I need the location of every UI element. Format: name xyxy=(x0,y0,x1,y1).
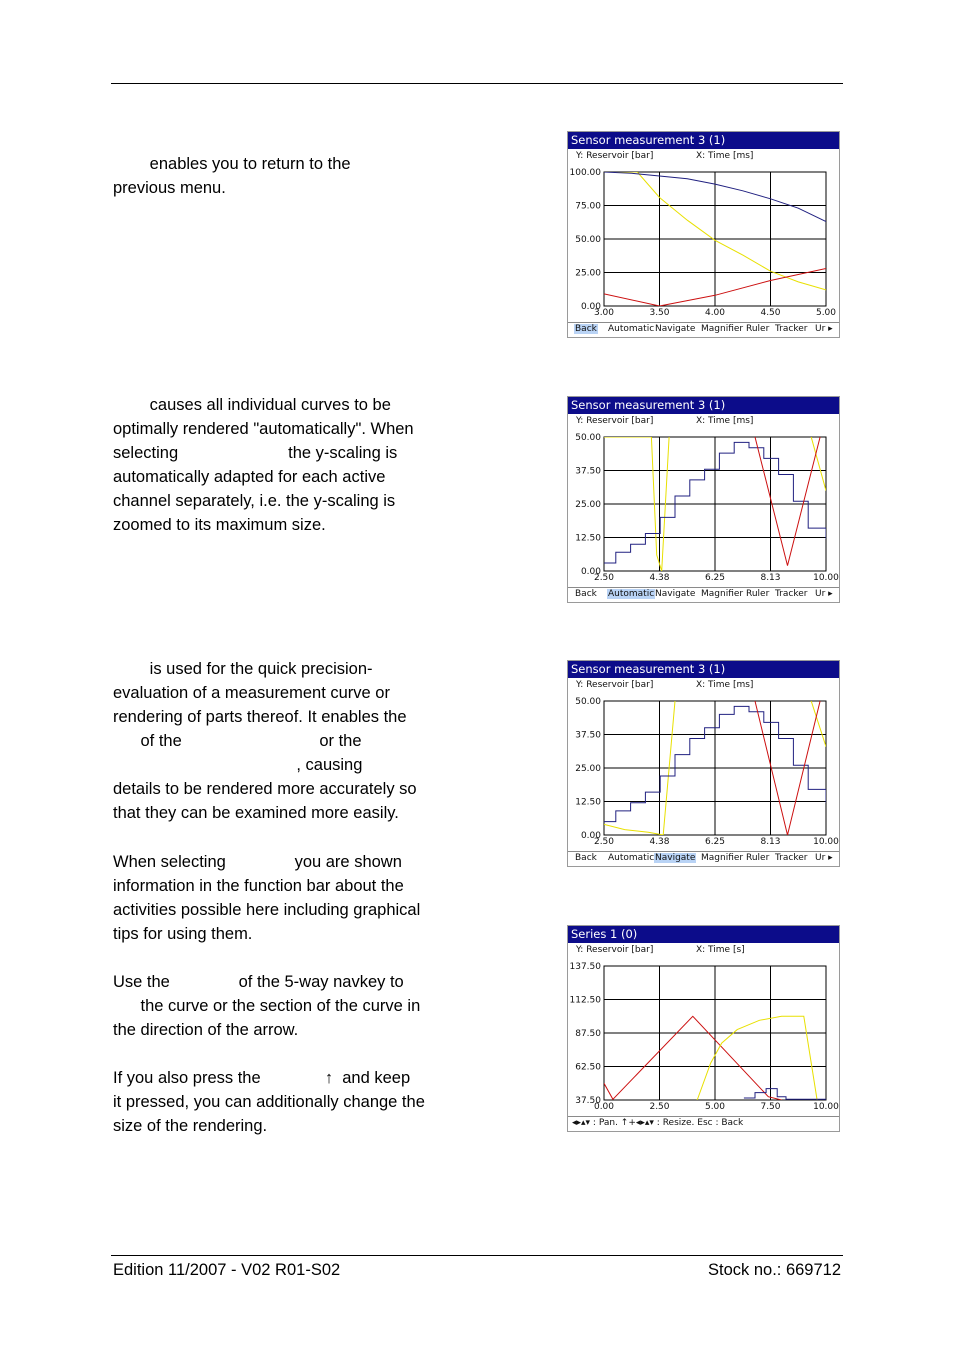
panel-title: Sensor measurement 3 (1) xyxy=(568,132,839,149)
x-tick-label: 7.50 xyxy=(760,1102,781,1112)
function-bar xyxy=(568,322,839,337)
function-bar xyxy=(568,851,839,866)
function-magnifier-button[interactable]: Magnifier xyxy=(701,324,744,334)
panel-title: Series 1 (0) xyxy=(568,926,839,943)
function-ruler-button[interactable]: Ruler xyxy=(746,853,770,863)
y-tick-label: 25.00 xyxy=(575,268,601,279)
x-tick-labels xyxy=(568,575,839,587)
function-bar xyxy=(568,587,839,602)
function-back-button[interactable]: Back xyxy=(575,324,597,334)
footer-stock-number: Stock no.: 669712 xyxy=(707,1261,841,1279)
x-tick-label: 2.50 xyxy=(593,837,615,847)
function-ruler-button[interactable]: Ruler xyxy=(746,324,770,334)
x-tick-label: 6.25 xyxy=(704,573,726,583)
y-tick-label: 75.00 xyxy=(575,201,601,212)
function-bar xyxy=(568,1116,839,1131)
x-tick-labels xyxy=(568,839,839,851)
chart-svg xyxy=(568,959,839,1104)
function-ur-button[interactable]: Ur ▸ xyxy=(815,853,833,863)
x-tick-label: 4.38 xyxy=(649,573,670,583)
function-tracker-button[interactable]: Tracker xyxy=(775,853,808,863)
plot-area xyxy=(568,694,839,839)
y-tick-label: 37.50 xyxy=(575,730,601,741)
chart-svg xyxy=(568,694,839,839)
function-ruler-button[interactable]: Ruler xyxy=(746,589,770,599)
y-tick-label: 50.00 xyxy=(575,433,601,443)
panel-title: Sensor measurement 3 (1) xyxy=(568,397,839,414)
x-tick-label: 0.00 xyxy=(593,1102,615,1112)
x-tick-label: 8.13 xyxy=(760,837,781,847)
y-tick-label: 0.00 xyxy=(580,831,601,839)
y-axis-label: Y: Reservoir [bar] xyxy=(576,151,654,161)
y-tick-label: 137.50 xyxy=(569,962,601,972)
chart-svg xyxy=(568,430,839,575)
function-automatic-button[interactable]: Automatic xyxy=(608,324,655,334)
x-axis-label: X: Time [ms] xyxy=(696,416,754,426)
x-tick-label: 4.00 xyxy=(704,308,726,318)
x-tick-label: 2.50 xyxy=(593,573,615,583)
paragraph-navigate: is used for the quick precision- evaluation of a measurement curve or rendering of parts thereof. It enables the of the or the , causing details to be rendered more accurately so that they can be examined more easily. xyxy=(113,660,417,822)
paragraph-navkey: Use the of the 5-way navkey to the curve or the section of the curve in the direction of the arrow. xyxy=(113,973,421,1039)
footer-rule xyxy=(111,1255,843,1256)
footer-edition: Edition 11/2007 - V02 R01-S02 xyxy=(113,1261,341,1279)
function-bar-help: ◂▸▴▾ : Pan. ↑+◂▸▴▾ : Resize. Esc : Back xyxy=(572,1118,744,1128)
x-tick-label: 3.50 xyxy=(649,308,670,318)
x-tick-label: 8.13 xyxy=(760,573,781,583)
y-tick-label: 37.50 xyxy=(575,1096,601,1104)
plot-area xyxy=(568,959,839,1104)
x-axis-label: X: Time [ms] xyxy=(696,680,754,690)
panel-series xyxy=(567,925,840,1132)
function-back-button[interactable]: Back xyxy=(575,853,597,863)
axis-info xyxy=(568,149,839,165)
function-tracker-button[interactable]: Tracker xyxy=(775,589,808,599)
function-ur-button[interactable]: Ur ▸ xyxy=(815,324,833,334)
function-back-button[interactable]: Back xyxy=(575,589,597,599)
function-navigate-button[interactable]: Navigate xyxy=(655,589,696,599)
x-tick-label: 10.00 xyxy=(813,837,839,847)
axis-info xyxy=(568,414,839,430)
y-tick-label: 0.00 xyxy=(580,567,601,575)
y-tick-label: 50.00 xyxy=(575,235,601,245)
axis-info xyxy=(568,943,839,959)
paragraph-automatic: causes all individual curves to be optimally rendered "automatically". When selecting the y-scaling is automatically adapted for each active channel separately, i.e. the y-scaling is zoomed to its maximum size. xyxy=(113,396,414,534)
y-tick-label: 12.50 xyxy=(575,533,601,544)
y-tick-label: 12.50 xyxy=(575,797,601,808)
y-tick-label: 62.50 xyxy=(575,1062,601,1073)
y-tick-label: 37.50 xyxy=(575,466,601,477)
y-tick-label: 50.00 xyxy=(575,697,601,707)
x-tick-label: 10.00 xyxy=(813,573,839,583)
function-tracker-button[interactable]: Tracker xyxy=(775,324,808,334)
plot-area xyxy=(568,430,839,575)
y-axis-label: Y: Reservoir [bar] xyxy=(576,945,654,955)
x-tick-label: 5.00 xyxy=(704,1102,726,1112)
y-tick-label: 25.00 xyxy=(575,764,601,774)
y-tick-label: 25.00 xyxy=(575,500,601,510)
x-tick-label: 4.50 xyxy=(760,308,781,318)
panel-automatic xyxy=(567,396,840,603)
y-tick-label: 0.00 xyxy=(580,302,601,310)
function-automatic-button[interactable]: Automatic xyxy=(608,853,655,863)
panel-back xyxy=(567,131,840,338)
y-tick-label: 112.50 xyxy=(569,995,601,1006)
paragraph-navigate-info: When selecting you are shown information in the function bar about the activities possible here including graphical tips for using them. xyxy=(113,853,421,943)
function-magnifier-button[interactable]: Magnifier xyxy=(701,853,744,863)
function-automatic-button[interactable]: Automatic xyxy=(608,589,655,599)
paragraph-resize: If you also press the ↑ and keep it pressed, you can additionally change the size of the rendering. xyxy=(113,1069,425,1135)
axis-info xyxy=(568,678,839,694)
x-tick-label: 10.00 xyxy=(813,1102,839,1112)
function-ur-button[interactable]: Ur ▸ xyxy=(815,589,833,599)
x-tick-label: 2.50 xyxy=(649,1102,670,1112)
x-tick-label: 3.00 xyxy=(593,308,615,318)
x-axis-label: X: Time [ms] xyxy=(696,151,754,161)
panel-navigate xyxy=(567,660,840,867)
y-tick-label: 87.50 xyxy=(575,1029,601,1039)
plot-area xyxy=(568,165,839,310)
y-tick-label: 100.00 xyxy=(569,168,601,178)
x-tick-label: 6.25 xyxy=(704,837,726,847)
chart-svg xyxy=(568,165,839,310)
header-rule xyxy=(111,83,843,84)
function-navigate-button[interactable]: Navigate xyxy=(655,324,696,334)
function-magnifier-button[interactable]: Magnifier xyxy=(701,589,744,599)
x-tick-label: 5.00 xyxy=(815,308,837,318)
y-axis-label: Y: Reservoir [bar] xyxy=(576,680,654,690)
x-tick-labels xyxy=(568,310,839,322)
y-axis-label: Y: Reservoir [bar] xyxy=(576,416,654,426)
panel-title: Sensor measurement 3 (1) xyxy=(568,661,839,678)
paragraph-back: enables you to return to the previous menu. xyxy=(113,155,351,197)
x-tick-labels xyxy=(568,1104,839,1116)
x-tick-label: 4.38 xyxy=(649,837,670,847)
function-navigate-button[interactable]: Navigate xyxy=(655,853,696,863)
x-axis-label: X: Time [s] xyxy=(696,945,745,955)
